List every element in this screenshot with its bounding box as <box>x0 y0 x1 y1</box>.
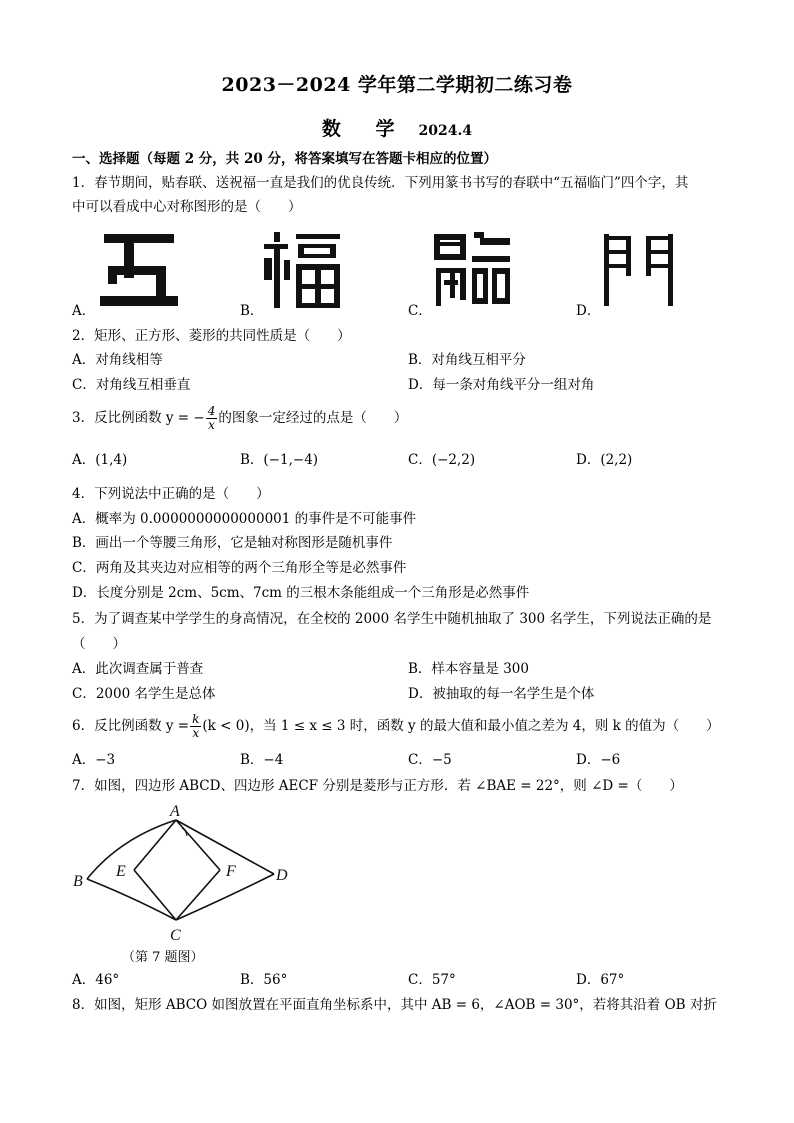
wu-glyph-icon <box>98 228 180 310</box>
q2-stem: 2．矩形、正方形、菱形的共同性质是（ ） <box>72 328 351 344</box>
lin-glyph-icon <box>430 228 512 310</box>
fu-glyph-icon <box>262 228 344 310</box>
q2-option-b: B．对角线互相平分 <box>408 352 526 368</box>
q7-option-d: D．67° <box>576 972 625 988</box>
q1-option-b: B． <box>240 303 264 319</box>
q6-option-d: D．−6 <box>576 752 621 768</box>
q6-fraction <box>190 713 201 740</box>
q7-option-c: C．57° <box>408 972 456 988</box>
fig7-label-f: F <box>226 863 236 880</box>
fig7-label-d: D <box>276 867 288 884</box>
q3-option-c: C．(−2,2) <box>408 452 476 468</box>
q7-option-b: B．56° <box>240 972 288 988</box>
exam-title: 2023－2024 学年第二学期初二练习卷 <box>221 74 573 96</box>
q2-option-d: D．每一条对角线平分一组对角 <box>408 377 595 393</box>
q4-option-d: D．长度分别是 2cm、5cm、7cm 的三根木条能组成一个三角形是必然事件 <box>72 585 530 601</box>
q3-numerator: 4 <box>207 404 216 418</box>
q6-option-a: A．−3 <box>72 752 116 768</box>
q3-option-d: D．(2,2) <box>576 452 633 468</box>
q2-option-c: C．对角线互相垂直 <box>72 377 191 393</box>
q5-stem-line1: 5．为了调查某中学学生的身高情况，在全校的 2000 名学生中随机抽取了 300 名学生，下列说法正确的是 <box>72 611 712 627</box>
q1-stem-line1: 1．春节期间，贴春联、送祝福一直是我们的优良传统．下列用篆书书写的春联中“五福临门”四个字，其 <box>72 175 689 191</box>
q4-stem: 4．下列说法中正确的是（ ） <box>72 486 270 502</box>
exam-subtitle <box>0 114 794 141</box>
q3-option-a: A．(1,4) <box>72 452 128 468</box>
q1-option-c: C． <box>408 303 432 319</box>
q3-stem-before: 3．反比例函数 y = − <box>72 410 205 426</box>
q5-stem-line2: （ ） <box>72 636 126 652</box>
q3-stem-after: 的图象一定经过的点是（ ） <box>218 410 408 426</box>
q7-figure <box>70 800 300 950</box>
q4-option-a: A．概率为 0.0000000000000001 的事件是不可能事件 <box>72 511 417 527</box>
exam-date: 2024.4 <box>418 123 473 139</box>
q8-stem: 8．如图，矩形 ABCO 如图放置在平面直角坐标系中，其中 AB = 6，∠AOB = 30°，若将其沿着 OB 对折 <box>72 997 717 1013</box>
section-heading: 一、选择题（每题 2 分，共 20 分，将答案填写在答题卡相应的位置） <box>72 151 497 167</box>
q6-stem <box>72 712 724 740</box>
q7-stem: 7．如图，四边形 ABCD、四边形 AECF 分别是菱形与正方形．若 ∠BAE = 22°，则 ∠D =（ ） <box>72 778 683 794</box>
q3-stem <box>72 404 724 432</box>
fig7-label-a: A <box>170 803 180 820</box>
fig7-label-b: B <box>73 873 83 890</box>
q3-option-b: B．(−1,−4) <box>240 452 319 468</box>
q6-option-c: C．−5 <box>408 752 452 768</box>
q4-option-c: C．两角及其夹边对应相等的两个三角形全等是必然事件 <box>72 560 407 576</box>
q6-stem-before: 6．反比例函数 y = <box>72 718 190 734</box>
q6-denominator: x <box>192 726 200 740</box>
q1-option-a: A． <box>72 303 96 319</box>
q6-numerator: k <box>192 712 200 726</box>
q7-option-a: A．46° <box>72 972 120 988</box>
fig7-label-c: C <box>170 927 181 944</box>
q1-stem-line2: 中可以看成中心对称图形的是（ ） <box>72 199 302 215</box>
q5-option-b: B．样本容量是 300 <box>408 661 529 677</box>
fig7-label-e: E <box>116 863 126 880</box>
subject-label: 数 学 <box>321 118 409 140</box>
men-glyph-icon <box>598 228 680 310</box>
q5-option-a: A．此次调查属于普查 <box>72 661 204 677</box>
q5-option-d: D．被抽取的每一名学生是个体 <box>408 686 595 702</box>
q1-option-d: D． <box>576 303 601 319</box>
q5-option-c: C．2000 名学生是总体 <box>72 686 216 702</box>
q6-stem-after: (k < 0)，当 1 ≤ x ≤ 3 时，函数 y 的最大值和最小值之差为 4，则 k 的值为（ ） <box>202 718 720 734</box>
q3-denominator: x <box>208 418 215 432</box>
q3-fraction <box>206 405 218 432</box>
q7-figure-caption: （第 7 题图） <box>122 950 204 965</box>
q2-option-a: A．对角线相等 <box>72 352 163 368</box>
q6-option-b: B．−4 <box>240 752 284 768</box>
q4-option-b: B．画出一个等腰三角形，它是轴对称图形是随机事件 <box>72 535 393 551</box>
